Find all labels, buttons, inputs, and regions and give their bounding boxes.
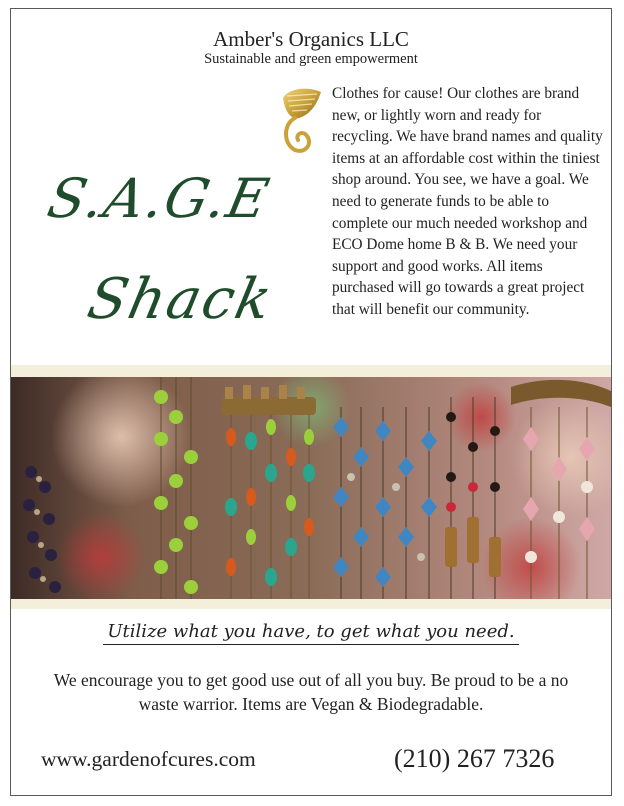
decorative-band-bottom: [11, 599, 611, 609]
title-line-2: Shack: [82, 267, 280, 332]
motto-text: Utilize what you have, to get what you need.: [103, 621, 518, 645]
gold-leaf-swirl-icon: [273, 84, 325, 156]
beaded-jewelry-photo: [11, 377, 611, 599]
motto: [11, 621, 611, 642]
website-link[interactable]: www.gardenofcures.com: [41, 747, 256, 771]
tagline: Sustainable and green empowerment: [204, 51, 418, 67]
flyer: [10, 8, 612, 796]
decorative-band-top: [11, 365, 611, 377]
phone-number[interactable]: (210) 267 7326: [394, 744, 555, 773]
company-name: Amber's Organics LLC: [213, 27, 409, 51]
title-line-1: S.A.G.E: [42, 167, 276, 230]
description-paragraph: Clothes for cause! Our clothes are brand new, or lightly worn and ready for recycling. We have brand names and quality items at an affordable cost within the tiniest shop around. You see, we have a goal. We need to generate funds to be able to complete our much needed workshop and ECO Dome home B & B. We need your support and good works. All items purchased will go towards a great project that will benefit our community.: [332, 85, 603, 318]
encouragement-text: We encourage you to get good use out of all you buy. Be proud to be a no waste warrior. Items are Vegan & Biodegradable.: [53, 670, 569, 714]
